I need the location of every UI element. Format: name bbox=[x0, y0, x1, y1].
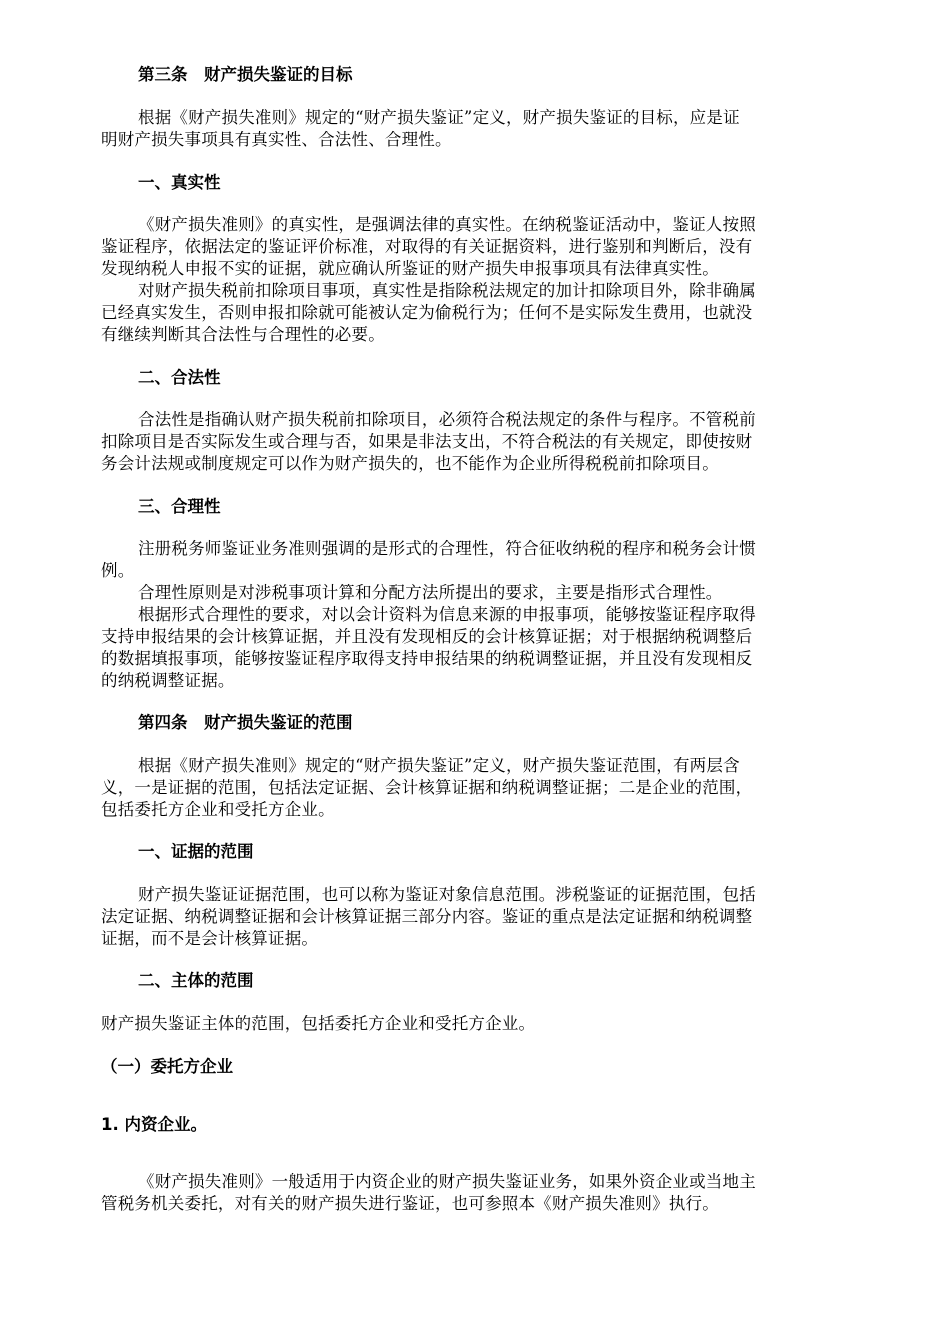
paragraph-line: 例。 bbox=[101, 561, 135, 580]
paragraph-line: 《财产损失准则》的真实性，是强调法律的真实性。在纳税鉴证活动中，鉴证人按照 bbox=[138, 215, 756, 234]
paragraph-line: 财产损失鉴证证据范围，也可以称为鉴证对象信息范围。涉税鉴证的证据范围，包括 bbox=[138, 885, 756, 904]
paragraph-line: 合理性原则是对涉税事项计算和分配方法所提出的要求，主要是指形式合理性。 bbox=[138, 583, 723, 602]
paragraph-line: 明财产损失事项具有真实性、合法性、合理性。 bbox=[101, 130, 452, 149]
paragraph-line: 证据，而不是会计核算证据。 bbox=[101, 929, 319, 948]
section-heading-authenticity: 一、真实性 bbox=[138, 173, 221, 192]
subsection-heading-domestic: 1. 内资企业。 bbox=[101, 1115, 207, 1134]
paragraph-line: 发现纳税人申报不实的证据，就应确认所鉴证的财产损失申报事项具有法律真实性。 bbox=[101, 259, 719, 278]
paragraph-line: 法定证据、纳税调整证据和会计核算证据三部分内容。鉴证的重点是法定证据和纳税调整 bbox=[101, 907, 753, 926]
paragraph-line: 《财产损失准则》一般适用于内资企业的财产损失鉴证业务，如果外资企业或当地主 bbox=[138, 1172, 756, 1191]
paragraph-line: 已经真实发生，否则申报扣除就可能被认定为偷税行为；任何不是实际发生费用，也就没 bbox=[101, 303, 753, 322]
paragraph-line: 的数据填报事项，能够按鉴证程序取得支持申报结果的纳税调整证据，并且没有发现相反 bbox=[101, 649, 753, 668]
paragraph-line: 有继续判断其合法性与合理性的必要。 bbox=[101, 325, 385, 344]
paragraph-line: 根据《财产损失准则》规定的“财产损失鉴证”定义，财产损失鉴证的目标，应是证 bbox=[138, 108, 740, 127]
article4-heading: 第四条 财产损失鉴证的范围 bbox=[138, 713, 353, 732]
paragraph-line: 根据《财产损失准则》规定的“财产损失鉴证”定义，财产损失鉴证范围，有两层含 bbox=[138, 756, 740, 775]
paragraph-line: 务会计法规或制度规定可以作为财产损失的，也不能作为企业所得税税前扣除项目。 bbox=[101, 454, 719, 473]
paragraph-line: 鉴证程序，依据法定的鉴证评价标准，对取得的有关证据资料，进行鉴别和判断后，没有 bbox=[101, 237, 753, 256]
section-heading-reasonableness: 三、合理性 bbox=[138, 497, 221, 516]
section-heading-subject-scope: 二、主体的范围 bbox=[138, 971, 254, 990]
section-heading-legality: 二、合法性 bbox=[138, 368, 221, 387]
paragraph-line: 财产损失鉴证主体的范围，包括委托方企业和受托方企业。 bbox=[101, 1014, 536, 1033]
paragraph-line: 注册税务师鉴证业务准则强调的是形式的合理性，符合征收纳税的程序和税务会计惯 bbox=[138, 539, 756, 558]
section-heading-evidence-scope: 一、证据的范围 bbox=[138, 842, 254, 861]
paragraph-line: 的纳税调整证据。 bbox=[101, 671, 235, 690]
paragraph-line: 义，一是证据的范围，包括法定证据、会计核算证据和纳税调整证据；二是企业的范围， bbox=[101, 778, 753, 797]
paragraph-line: 包括委托方企业和受托方企业。 bbox=[101, 800, 335, 819]
paragraph-line: 根据形式合理性的要求，对以会计资料为信息来源的申报事项，能够按鉴证程序取得 bbox=[138, 605, 756, 624]
paragraph-line: 合法性是指确认财产损失税前扣除项目，必须符合税法规定的条件与程序。不管税前 bbox=[138, 410, 756, 429]
article3-heading: 第三条 财产损失鉴证的目标 bbox=[138, 65, 353, 84]
paragraph-line: 扣除项目是否实际发生或合理与否，如果是非法支出，不符合税法的有关规定，即使按财 bbox=[101, 432, 753, 451]
paragraph-line: 支持申报结果的会计核算证据，并且没有发现相反的会计核算证据；对于根据纳税调整后 bbox=[101, 627, 753, 646]
subsection-heading-client: （一）委托方企业 bbox=[101, 1057, 233, 1076]
paragraph-line: 对财产损失税前扣除项目事项，真实性是指除税法规定的加计扣除项目外，除非确属 bbox=[138, 281, 756, 300]
paragraph-line: 管税务机关委托，对有关的财产损失进行鉴证，也可参照本《财产损失准则》执行。 bbox=[101, 1194, 719, 1213]
